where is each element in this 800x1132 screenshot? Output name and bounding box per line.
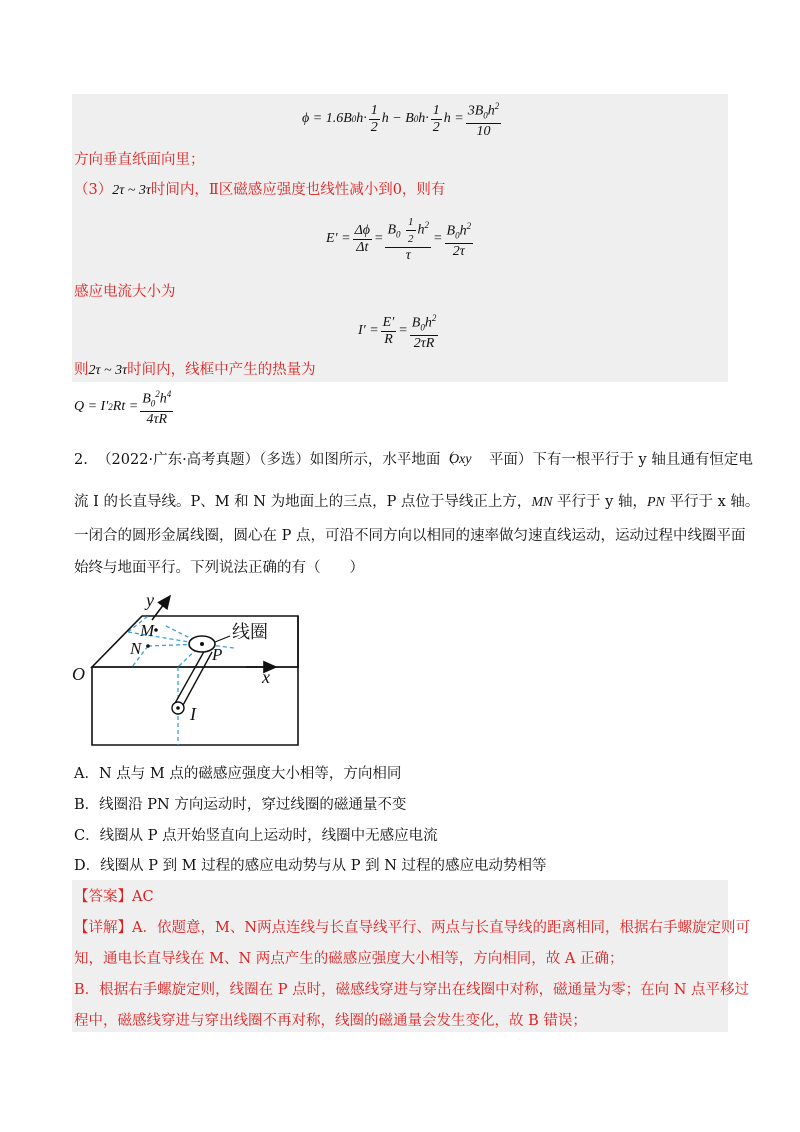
question-line-3: 一闭合的圆形金属线圈，圆心在 P 点，可沿不同方向以相同的速率做匀速直线运动，运动过程中线圈平面 <box>74 528 746 544</box>
option-d: D．线圈从 P 到 M 过程的感应电动势与从 P 到 N 过程的感应电动势相等 <box>74 858 547 874</box>
wire-end-dot <box>176 706 180 710</box>
question-line-1: 2. （2022·广东·高考真题）（多选）如图所示，水平地面（ Oxy 平面）下有一根平行于 y 轴且通有恒定电 <box>74 452 753 468</box>
option-c: C．线圈从 P 点开始竖直向上运动时，线圈中无感应电流 <box>74 828 438 844</box>
answer-label: 【答案】AC <box>74 889 154 905</box>
point-m <box>154 628 158 632</box>
equation-heat: Q = I′ 2 Rt = $\frac{B_0^2h^4}{4\tau R}$ <box>74 386 175 428</box>
part3-line: （3）2τ ~ 3τ时间内，Ⅱ区磁感应强度也线性减小到0，则有 <box>74 182 446 198</box>
equation-phi: ϕ = 1.6B 0 h· $\frac{1}{2}$ h − B 0 h· $\frac{1}{2}$ h = $\frac{3B_0h^2}{10}$ <box>302 98 503 140</box>
label-x: x <box>262 667 270 687</box>
option-a: A．N 点与 M 点的磁感应强度大小相等，方向相同 <box>74 766 402 782</box>
equation-emf: E′ = $\frac{\Delta\phi}{\Delta t}$ = $B_0$ $\frac{1}{2}$ $h^2$ τ = $\frac{B_0h^2}{2\tau}$ <box>326 216 472 263</box>
option-b: B．线圈沿 PN 方向运动时，穿过线圈的磁通量不变 <box>74 797 407 813</box>
detail-line-2: 知，通电长直导线在 M、N 两点产生的磁感应强度大小相等，方向相同，故 A 正确； <box>74 951 624 967</box>
equation-current: I′ = $\frac{E'}{R}$ = $\frac{B_0h^2}{2\tau R}$ <box>358 310 440 352</box>
label-o: O <box>72 664 85 684</box>
detail-line-3: B．根据右手螺旋定则，线圈在 P 点时，磁感线穿进与穿出在线圈中对称，磁通量为零；在向 N 点平移过 <box>74 982 750 998</box>
coil-center-dot <box>200 642 204 646</box>
coil-pointer <box>215 636 230 642</box>
label-y: y <box>146 590 154 610</box>
heat-line: 则2τ ~ 3τ时间内，线框中产生的热量为 <box>74 362 316 378</box>
long-wire <box>174 648 212 707</box>
figure-box-diagram <box>70 588 310 758</box>
detail-line-4: 程中，磁感线穿进与穿出线圈不再对称，线圈的磁通量会发生变化，故 B 错误； <box>74 1013 587 1029</box>
point-n <box>146 644 150 648</box>
question-line-4: 始终与地面平行。下列说法正确的有（ ） <box>74 560 364 576</box>
label-i: I <box>190 704 196 724</box>
current-line: 感应电流大小为 <box>74 284 176 300</box>
label-coil: 线圈 <box>232 622 268 643</box>
detail-line-1: 【详解】A．依题意，M、N两点连线与长直导线平行、两点与长直导线的距离相同，根据右手螺旋定则可 <box>74 920 751 936</box>
label-m: M <box>140 621 155 640</box>
direction-line: 方向垂直纸面向里； <box>74 152 205 168</box>
label-n: N <box>130 639 142 658</box>
question-line-2: 流 I 的长直导线。P、M 和 N 为地面上的三点，P 点位于导线正上方，MN 平行于 y 轴，PN 平行于 x 轴。 <box>74 494 760 510</box>
label-p: P <box>212 645 223 664</box>
